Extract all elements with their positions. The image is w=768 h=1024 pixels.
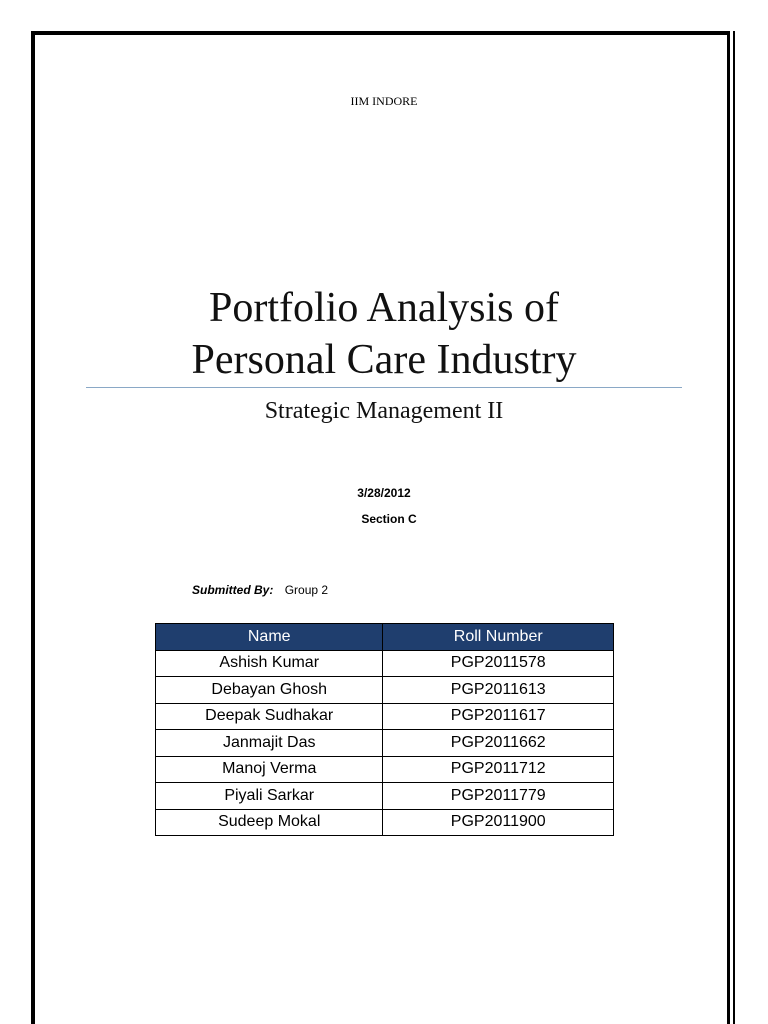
member-roll-number: PGP2011662: [383, 730, 614, 757]
table-row: [156, 650, 614, 677]
member-name: Manoj Verma: [156, 756, 383, 783]
document-section: Section C: [361, 512, 417, 526]
members-table: [155, 623, 614, 836]
page-border: [31, 31, 730, 1024]
table-header-row: [156, 624, 614, 651]
submitted-by: [192, 583, 328, 597]
member-name: Deepak Sudhakar: [156, 703, 383, 730]
member-name: Sudeep Mokal: [156, 809, 383, 836]
document-title: [0, 282, 768, 386]
member-roll-number: PGP2011712: [383, 756, 614, 783]
table-row: [156, 809, 614, 836]
submitted-by-label: Submitted By:: [192, 583, 274, 597]
member-name: Debayan Ghosh: [156, 677, 383, 704]
title-line-2: Personal Care Industry: [191, 337, 577, 383]
header-roll-number: Roll Number: [383, 624, 614, 651]
table-row: [156, 783, 614, 810]
title-divider: [86, 387, 682, 388]
table-row: [156, 730, 614, 757]
title-line-1: Portfolio Analysis of: [208, 285, 559, 331]
member-roll-number: PGP2011900: [383, 809, 614, 836]
member-roll-number: PGP2011578: [383, 650, 614, 677]
page-border-right-inner: [733, 31, 735, 1024]
member-name: Ashish Kumar: [156, 650, 383, 677]
member-roll-number: PGP2011779: [383, 783, 614, 810]
member-name: Piyali Sarkar: [156, 783, 383, 810]
member-roll-number: PGP2011613: [383, 677, 614, 704]
document-date: 3/28/2012: [357, 486, 411, 500]
table-row: [156, 756, 614, 783]
member-roll-number: PGP2011617: [383, 703, 614, 730]
table-row: [156, 703, 614, 730]
table-row: [156, 677, 614, 704]
header-name: Name: [156, 624, 383, 651]
member-name: Janmajit Das: [156, 730, 383, 757]
document-subtitle: Strategic Management II: [264, 398, 504, 424]
institution-name: IIM INDORE: [350, 94, 418, 108]
submitted-by-value: Group 2: [284, 583, 329, 597]
